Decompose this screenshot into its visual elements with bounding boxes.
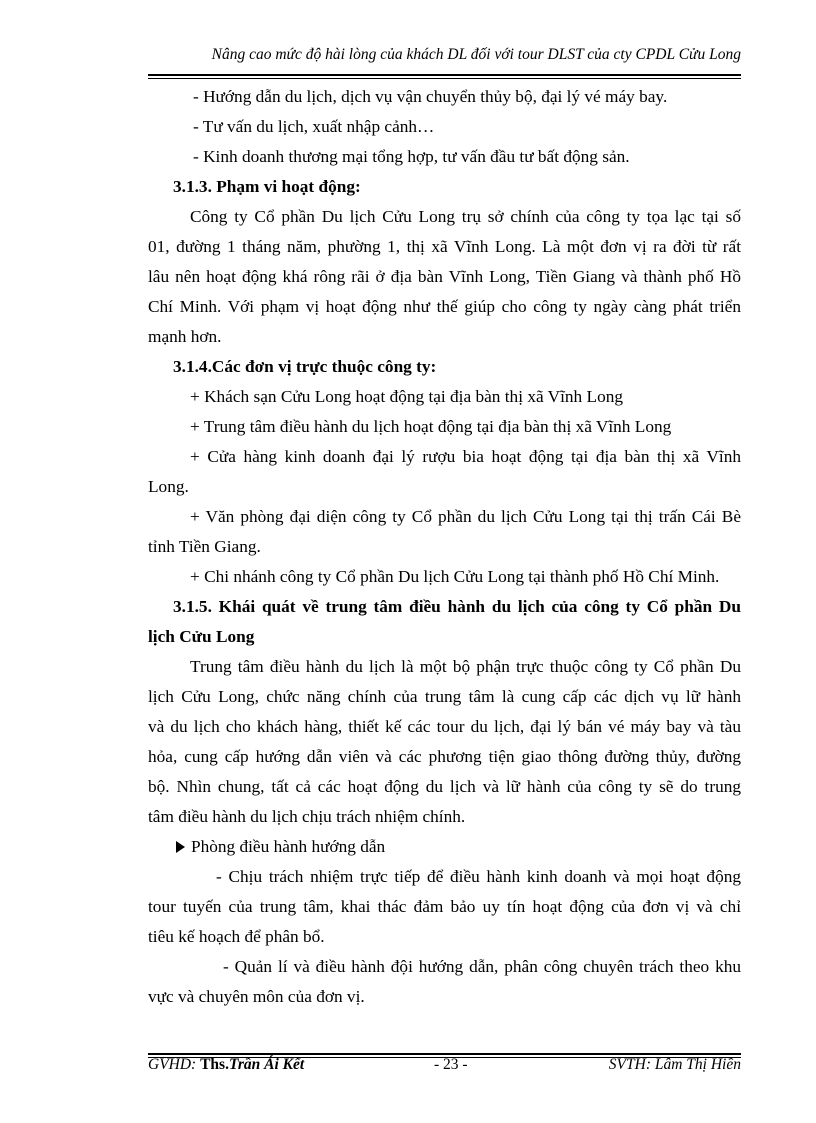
paragraph-line: Công ty Cổ phần Du lịch Cửu Long trụ sở chính của công ty tọa lạc tại số (190, 207, 741, 226)
header-rule-thin (148, 78, 741, 79)
paragraph-line: 01, đường 1 tháng năm, phường 1, thị xã Vĩnh Long. Là một đơn vị ra đời từ rất (148, 237, 741, 256)
heading-3-1-5-cont: lịch Cửu Long (148, 627, 255, 646)
paragraph-line: tour tuyến của trung tâm, khai thác đảm bảo uy tín hoạt động của đơn vị và chỉ (148, 897, 741, 916)
heading-3-1-3: 3.1.3. Phạm vi hoạt động: (173, 177, 361, 196)
unit-item: + Chi nhánh công ty Cổ phần Du lịch Cửu Long tại thành phố Hồ Chí Minh. (190, 567, 720, 586)
paragraph-line: mạnh hơn. (148, 327, 222, 346)
supervisor-name: Trần Ái Kết (228, 1056, 305, 1073)
paragraph-line: lịch Cửu Long, chức năng chính của trung tâm là cung cấp các dịch vụ lữ hành (148, 687, 741, 706)
unit-item: + Khách sạn Cửu Long hoạt động tại địa bàn thị xã Vĩnh Long (190, 387, 623, 406)
heading-3-1-4: 3.1.4.Các đơn vị trực thuộc công ty: (173, 357, 437, 376)
dept-heading (148, 832, 741, 862)
paragraph-line: Trung tâm điều hành du lịch là một bộ phận trực thuộc công ty Cổ phần Du (190, 657, 741, 676)
page-header: Nâng cao mức độ hài lòng của khách DL đối với tour DLST của cty CPDL Cửu Long (211, 46, 741, 63)
dept-heading-text: Phòng điều hành hướng dẫn (191, 837, 386, 856)
supervisor (148, 1056, 304, 1074)
student: SVTH: Lâm Thị Hiền (608, 1056, 741, 1073)
page-body (148, 82, 741, 1012)
heading-3-1-5: 3.1.5. Khái quát về trung tâm điều hành du lịch của công ty Cổ phần Du (173, 597, 741, 616)
supervisor-title: Ths. (200, 1056, 229, 1073)
paragraph-line: lâu nên hoạt động khá rông rãi ở địa bàn Vĩnh Long, Tiền Giang và thành phố Hồ (148, 267, 741, 286)
service-item: - Kinh doanh thương mại tổng hợp, tư vấn đầu tư bất động sản. (193, 147, 630, 166)
paragraph-line: - Quản lí và điều hành đội hướng dẫn, phân công chuyên trách theo khu (223, 957, 741, 976)
service-item: - Tư vấn du lịch, xuất nhập cảnh… (193, 117, 435, 136)
supervisor-label: GVHD: (148, 1056, 201, 1073)
paragraph-line: bộ. Nhìn chung, tất cả các hoạt động du lịch và lữ hành của công ty sẽ do trung (148, 777, 741, 796)
unit-item-cont: Long. (148, 477, 189, 496)
unit-item: + Cửa hàng kinh doanh đại lý rượu bia hoạt động tại địa bàn thị xã Vĩnh (190, 447, 741, 466)
unit-item-cont: tỉnh Tiền Giang. (148, 537, 261, 556)
footer-rule (148, 1053, 741, 1055)
service-item: - Hướng dẫn du lịch, dịch vụ vận chuyển thủy bộ, đại lý vé máy bay. (193, 87, 668, 106)
page-footer (148, 1056, 741, 1076)
paragraph-line: vực và chuyên môn của đơn vị. (148, 987, 365, 1006)
header-rule (148, 74, 741, 76)
paragraph-line: tâm điều hành du lịch chịu trách nhiệm chính. (148, 807, 466, 826)
unit-item: + Văn phòng đại diện công ty Cổ phần du lịch Cửu Long tại thị trấn Cái Bè (190, 507, 741, 526)
paragraph-line: và du lịch cho khách hàng, thiết kế các tour du lịch, đại lý bán vé máy bay và tàu (148, 717, 741, 736)
page-number: - 23 - (434, 1056, 468, 1073)
paragraph-line: - Chịu trách nhiệm trực tiếp để điều hành kinh doanh và mọi hoạt động (216, 867, 741, 886)
paragraph-line: hỏa, cung cấp hướng dẫn viên và các phương tiện giao thông đường thủy, đường (148, 747, 741, 766)
paragraph-line: tiêu kế hoạch để phân bổ. (148, 927, 325, 946)
arrow-bullet-icon (176, 841, 185, 853)
paragraph-line: Chí Minh. Với phạm vị hoạt động như thế giúp cho công ty ngày càng phát triển (148, 297, 741, 316)
unit-item: + Trung tâm điều hành du lịch hoạt động tại địa bàn thị xã Vĩnh Long (190, 417, 672, 436)
